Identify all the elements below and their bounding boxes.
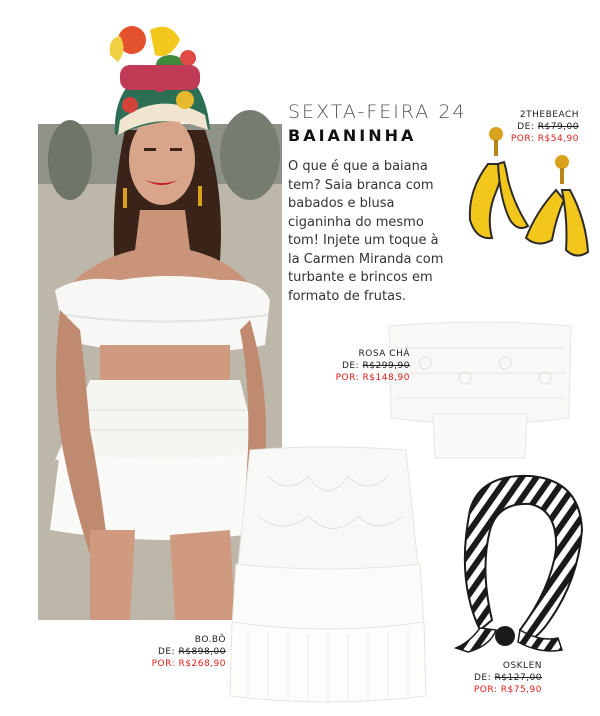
white-top-image[interactable] [385,318,575,460]
old-price: DE: R$127,00 [473,673,542,683]
old-price: DE: R$299,90 [341,361,410,371]
brand-label[interactable]: OSKLEN [502,661,542,671]
sale-price: POR: R$268,90 [151,659,226,669]
brand-label[interactable]: BO.BÔ [194,635,226,645]
striped-scarf-image[interactable] [450,470,590,656]
brand-label[interactable]: ROSA CHÁ [358,349,410,359]
day-heading: SEXTA-FEIRA 24 [288,101,467,123]
sale-price: POR: R$54,90 [510,134,579,144]
look-description: O que é que a baiana tem? Saia branca com babados e blusa ciganinha do mesmo tom! Injete um toque à la Carmen Miranda com turbante e brincos em formato de frutas. [288,159,444,304]
brand-label[interactable]: 2THEBEACH [519,110,579,120]
price-tag-rosa-cha [320,348,410,384]
ruffled-skirt-image[interactable] [228,446,428,706]
price-tag-osklen [460,660,542,696]
sale-price: POR: R$148,90 [335,373,410,383]
old-price: DE: R$79,00 [517,122,579,132]
sale-price: POR: R$75,90 [473,685,542,695]
price-tag-bobo [140,634,226,670]
old-price: DE: R$898,00 [157,647,226,657]
look-title: BAIANINHA [288,126,417,145]
price-tag-2thebeach [500,109,579,145]
